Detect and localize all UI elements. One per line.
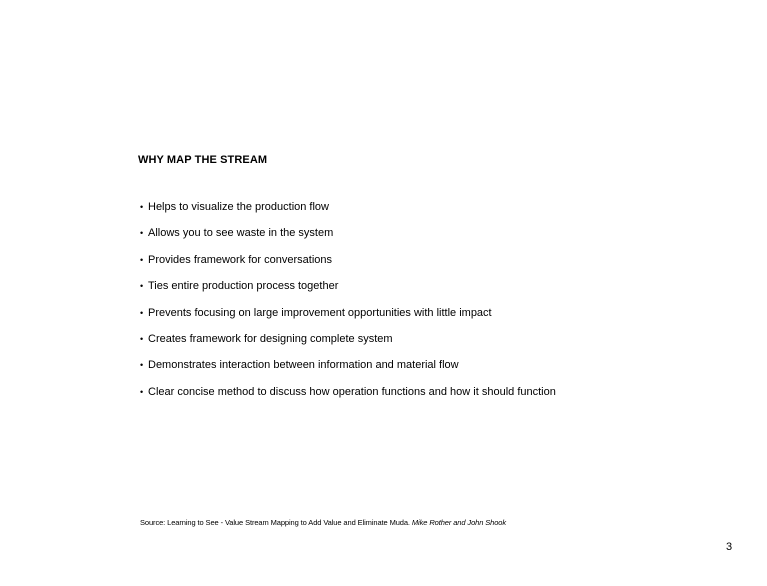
bullet-icon: •	[140, 281, 144, 292]
bullet-list	[140, 200, 556, 411]
bullet-icon: •	[140, 360, 144, 371]
list-item	[140, 253, 556, 279]
source-citation	[140, 518, 506, 527]
source-text: Source: Learning to See - Value Stream Mapping to Add Value and Eliminate Muda.	[140, 518, 412, 527]
list-item	[140, 385, 556, 411]
list-item	[140, 332, 556, 358]
bullet-text: Prevents focusing on large improvement opportunities with little impact	[148, 306, 492, 319]
bullet-text: Demonstrates interaction between information and material flow	[148, 359, 459, 372]
bullet-text: Ties entire production process together	[148, 280, 339, 293]
list-item	[140, 358, 556, 384]
bullet-text: Creates framework for designing complete system	[148, 332, 393, 345]
bullet-text: Helps to visualize the production flow	[148, 201, 329, 213]
bullet-icon: •	[140, 228, 144, 239]
bullet-icon: •	[140, 307, 144, 318]
source-authors: Mike Rother and John Shook	[411, 518, 507, 527]
list-item	[140, 279, 556, 305]
slide-title: WHY MAP THE STREAM	[138, 154, 268, 166]
bullet-icon: •	[140, 202, 144, 212]
list-item	[140, 200, 556, 226]
list-item	[140, 226, 556, 252]
bullet-icon: •	[140, 386, 144, 397]
bullet-text: Clear concise method to discuss how operation functions and how it should function	[148, 385, 556, 398]
bullet-icon: •	[140, 333, 144, 344]
bullet-text: Provides framework for conversations	[148, 253, 333, 266]
page-number: 3	[726, 541, 733, 553]
bullet-text: Allows you to see waste in the system	[148, 227, 334, 240]
list-item	[140, 306, 556, 332]
bullet-icon: •	[140, 254, 144, 265]
